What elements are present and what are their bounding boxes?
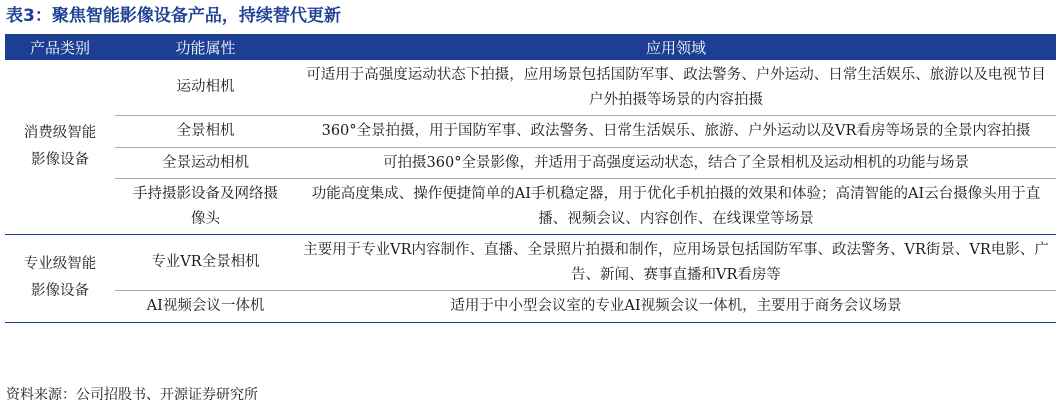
table-row xyxy=(5,291,1056,323)
application-cell: 功能高度集成、操作便捷简单的AI手机稳定器，用于优化手机拍摄的效果和体验；高清智能的AI云台摄像头用于直播、视频会议、内容创作、在线课堂等场景 xyxy=(296,179,1056,235)
header-application: 应用领域 xyxy=(296,34,1056,60)
category-label: 专业级智能影像设备 xyxy=(23,256,97,300)
function-cell: 专业VR全景相机 xyxy=(115,235,296,291)
category-cell xyxy=(5,60,115,235)
table-row xyxy=(5,235,1056,291)
application-cell: 360°全景拍摄，用于国防军事、政法警务、日常生活娱乐、旅游、户外运动以及VR看房等场景的全景内容拍摄 xyxy=(296,116,1056,148)
table-header-row xyxy=(5,34,1056,60)
function-cell: AI视频会议一体机 xyxy=(115,291,296,323)
table-row xyxy=(5,147,1056,179)
category-cell xyxy=(5,235,115,323)
category-label: 消费级智能影像设备 xyxy=(23,125,97,168)
function-label: 手持摄影设备及网络摄像头 xyxy=(133,186,278,227)
function-cell: 全景相机 xyxy=(115,116,296,148)
table-row xyxy=(5,60,1056,116)
table-row xyxy=(5,179,1056,235)
function-cell: 全景运动相机 xyxy=(115,147,296,179)
application-cell: 主要用于专业VR内容制作、直播、全景照片拍摄和制作，应用场景包括国防军事、政法警务、VR街景、VR电影、广告、新闻、赛事直播和VR看房等 xyxy=(296,235,1056,291)
application-cell: 可适用于高强度运动状态下拍摄，应用场景包括国防军事、政法警务、户外运动、日常生活娱乐、旅游以及电视节目户外拍摄等场景的内容拍摄 xyxy=(296,60,1056,116)
table-row xyxy=(5,116,1056,148)
application-cell: 适用于中小型会议室的专业AI视频会议一体机，主要用于商务会议场景 xyxy=(296,291,1056,323)
table-title: 表3：聚焦智能影像设备产品，持续替代更新 xyxy=(6,6,341,26)
product-table xyxy=(5,34,1056,323)
header-category: 产品类别 xyxy=(5,34,115,60)
function-cell: 运动相机 xyxy=(115,60,296,116)
source-note: 资料来源：公司招股书、开源证券研究所 xyxy=(6,387,258,403)
function-cell xyxy=(115,179,296,235)
application-cell: 可拍摄360°全景影像，并适用于高强度运动状态，结合了全景相机及运动相机的功能与场景 xyxy=(296,147,1056,179)
header-function: 功能属性 xyxy=(115,34,296,60)
